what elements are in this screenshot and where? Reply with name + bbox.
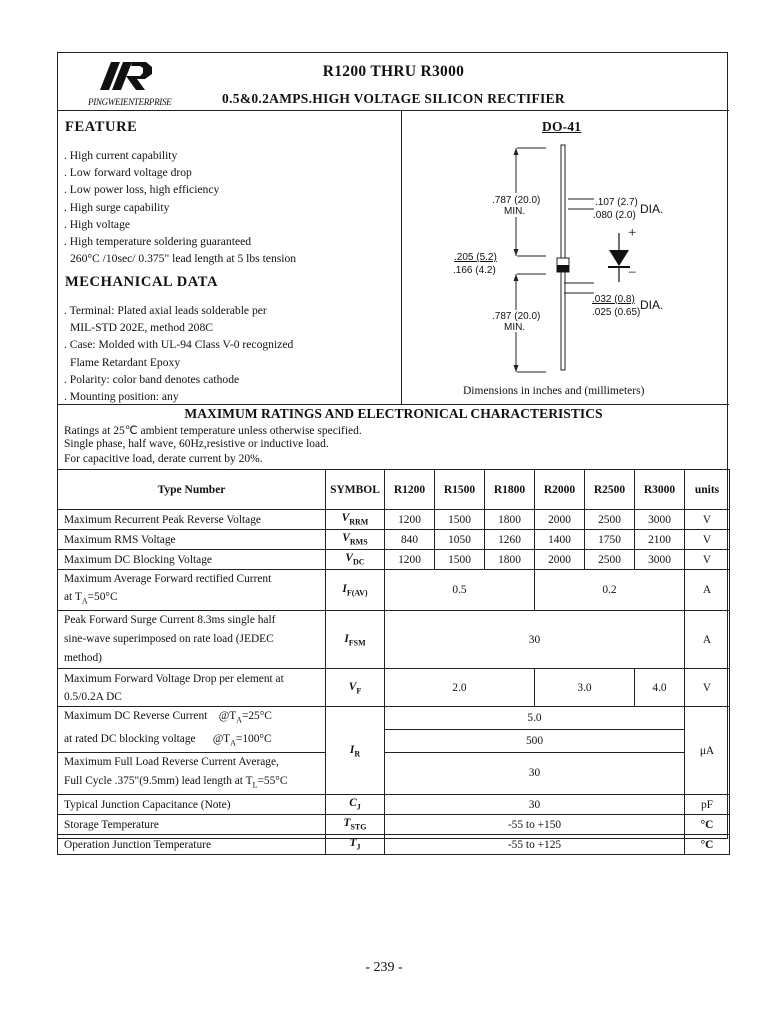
table-row [58, 550, 730, 570]
ratings-table [57, 469, 730, 855]
anode-plus-sign: + [628, 225, 637, 241]
dia-label: DIA. [640, 202, 664, 216]
lead-length-bottom: .787 (20.0) [492, 311, 541, 322]
list-item: . Case: Molded with UL-94 Class V-0 recognized [64, 338, 294, 352]
list-item: . Polarity: color band denotes cathode [64, 372, 240, 386]
feature-heading: FEATURE [65, 119, 138, 135]
rating-note: For capacitive load, derate current by 20%. [64, 453, 263, 465]
value-cell: 1050 [435, 530, 485, 550]
column-header: R1500 [435, 470, 485, 510]
value-cell: 1750 [585, 530, 635, 550]
body-dia-min: .025 (0.65) [592, 307, 641, 318]
value-cell: 1200 [385, 550, 435, 570]
unit-cell: °C [685, 815, 730, 835]
value-cell: 2000 [535, 550, 585, 570]
list-item: . High voltage [64, 217, 131, 231]
list-item: Flame Retardant Epoxy [70, 355, 181, 369]
list-item: . Terminal: Plated axial leads solderable per [64, 304, 267, 317]
value-cell: 1800 [485, 550, 535, 570]
value-cell: 3000 [635, 550, 685, 570]
column-header: R1200 [385, 470, 435, 510]
table-row [58, 815, 730, 835]
brand-name: PINGWEIENTERPRISE [88, 97, 172, 107]
value-cell: 4.0 [635, 669, 685, 707]
body-length-min: .166 (4.2) [453, 265, 496, 276]
value-cell: 840 [385, 530, 435, 550]
dia-label-2: DIA. [640, 298, 664, 312]
page-number: - 239 - [365, 960, 403, 975]
list-item: . Low power loss, high efficiency [64, 183, 220, 197]
param-cell: Typical Junction Capacitance (Note) [58, 795, 326, 815]
dimension-caption: Dimensions in inches and (millimeters) [463, 385, 645, 397]
column-header: Type Number [58, 470, 326, 510]
list-item: . High current capability [64, 149, 178, 162]
rating-note: Ratings at 25℃ ambient temperature unless otherwise specified. [64, 425, 362, 437]
page-subtitle: 0.5&0.2AMPS.HIGH VOLTAGE SILICON RECTIFIER [222, 91, 565, 106]
symbol-cell: $T_J$ [326, 835, 385, 855]
value-cell: 500 [385, 730, 685, 753]
table-row [58, 530, 730, 550]
value-cell: 2500 [585, 550, 635, 570]
page-title: R1200 THRU R3000 [322, 63, 465, 80]
symbol-cell: $V_{RRM}$ [326, 510, 385, 530]
value-cell: 5.0 [385, 707, 685, 730]
column-header: R2000 [535, 470, 585, 510]
lead-dia-min: .080 (2.0) [593, 210, 636, 221]
column-header: R3000 [635, 470, 685, 510]
symbol-cell: $C_J$ [326, 795, 385, 815]
param-cell: Maximum Average Forward rectified Current at $T_A=50^\circ C$ [58, 570, 326, 611]
lead-length-top: .787 (20.0) [492, 195, 541, 206]
unit-cell: V [685, 510, 730, 530]
table-row [58, 835, 730, 855]
column-divider [401, 110, 402, 404]
package-drawing [438, 138, 688, 388]
param-cell: Maximum DC Blocking Voltage [58, 550, 326, 570]
lead-dia-max: .107 (2.7) [595, 197, 638, 208]
list-item: . Low forward voltage drop [64, 166, 192, 180]
value-cell: 0.2 [535, 570, 685, 611]
table-row [58, 707, 730, 730]
value-cell: 1500 [435, 550, 485, 570]
value-cell: 2.0 [385, 669, 535, 707]
table-row [58, 611, 730, 669]
value-cell: -55 to +125 [385, 835, 685, 855]
value-cell: 30 [385, 611, 685, 669]
symbol-cell: $I_{F(AV)}$ [326, 570, 385, 611]
value-cell: 2100 [635, 530, 685, 550]
package-name: DO-41 [542, 119, 582, 134]
param-cell: Maximum Recurrent Peak Reverse Voltage [58, 510, 326, 530]
symbol-cell: $V_F$ [326, 669, 385, 707]
body-dia-max: .032 (0.8) [592, 294, 635, 305]
param-cell: Maximum Full Load Reverse Current Average, Full Cycle .375"(9.5mm) lead length at $T_L=55^\circ C$ [58, 752, 326, 794]
unit-cell: °C [685, 835, 730, 855]
symbol-cell: $T_{STG}$ [326, 815, 385, 835]
unit-cell: V [685, 530, 730, 550]
value-cell: 3000 [635, 510, 685, 530]
value-cell: 1800 [485, 510, 535, 530]
table-row [58, 570, 730, 611]
list-item: 260°C /10sec/ 0.375" lead length at 5 lbs tension [70, 252, 297, 266]
cathode-minus-sign: − [628, 265, 637, 281]
mechanical-list [64, 302, 293, 405]
body-length-max: .205 (5.2) [454, 252, 497, 263]
value-cell: 30 [385, 795, 685, 815]
feature-list [64, 147, 296, 267]
param-cell: Maximum Forward Voltage Drop per element at 0.5/0.2A DC [58, 669, 326, 707]
value-cell: 1200 [385, 510, 435, 530]
value-cell: 30 [385, 752, 685, 794]
unit-cell: pF [685, 795, 730, 815]
value-cell: 2000 [535, 510, 585, 530]
header-divider [58, 110, 729, 111]
column-header: R1800 [485, 470, 535, 510]
datasheet-frame [57, 52, 728, 852]
unit-cell: A [685, 570, 730, 611]
list-item: . High temperature soldering guaranteed [64, 235, 252, 249]
table-row [58, 669, 730, 707]
rating-note: Single phase, half wave, 60Hz,resistive or inductive load. [64, 438, 329, 450]
param-cell: Operation Junction Temperature [58, 835, 326, 855]
value-cell: 2500 [585, 510, 635, 530]
value-cell: -55 to +150 [385, 815, 685, 835]
column-header: SYMBOL [326, 470, 385, 510]
param-cell: Maximum DC Reverse Current $@T_A=25^\circ C$ at rated DC blocking voltage $@T_A=100^\circ C$ [58, 707, 326, 753]
symbol-cell: $V_{RMS}$ [326, 530, 385, 550]
symbol-cell: $I_{FSM}$ [326, 611, 385, 669]
column-header: units [685, 470, 730, 510]
list-item: . High surge capability [64, 200, 170, 214]
value-cell: 1400 [535, 530, 585, 550]
column-header: R2500 [585, 470, 635, 510]
value-cell: 3.0 [535, 669, 635, 707]
symbol-cell: $V_{DC}$ [326, 550, 385, 570]
table-header-row [58, 470, 730, 510]
table-row [58, 510, 730, 530]
lead-length-top-min: MIN. [504, 206, 526, 217]
list-item: MIL-STD 202E, method 208C [70, 321, 213, 335]
table-row [58, 752, 730, 794]
unit-cell: A [685, 611, 730, 669]
list-item: . Mounting position: any [64, 390, 179, 404]
value-cell: 1500 [435, 510, 485, 530]
unit-cell: V [685, 550, 730, 570]
table-row [58, 795, 730, 815]
value-cell: 0.5 [385, 570, 535, 611]
symbol-cell: $I_R$ [326, 707, 385, 795]
unit-cell: μA [685, 707, 730, 795]
param-cell: Storage Temperature [58, 815, 326, 835]
param-cell: Maximum RMS Voltage [58, 530, 326, 550]
unit-cell: V [685, 669, 730, 707]
value-cell: 1260 [485, 530, 535, 550]
ratings-heading: MAXIMUM RATINGS AND ELECTRONICAL CHARACTERISTICS [184, 406, 603, 421]
lead-length-bottom-min: MIN. [504, 322, 526, 333]
mechanical-heading: MECHANICAL DATA [65, 274, 219, 290]
param-cell: Peak Forward Surge Current 8.3ms single half sine-wave superimposed on rate load (JEDEC method) [58, 611, 326, 669]
